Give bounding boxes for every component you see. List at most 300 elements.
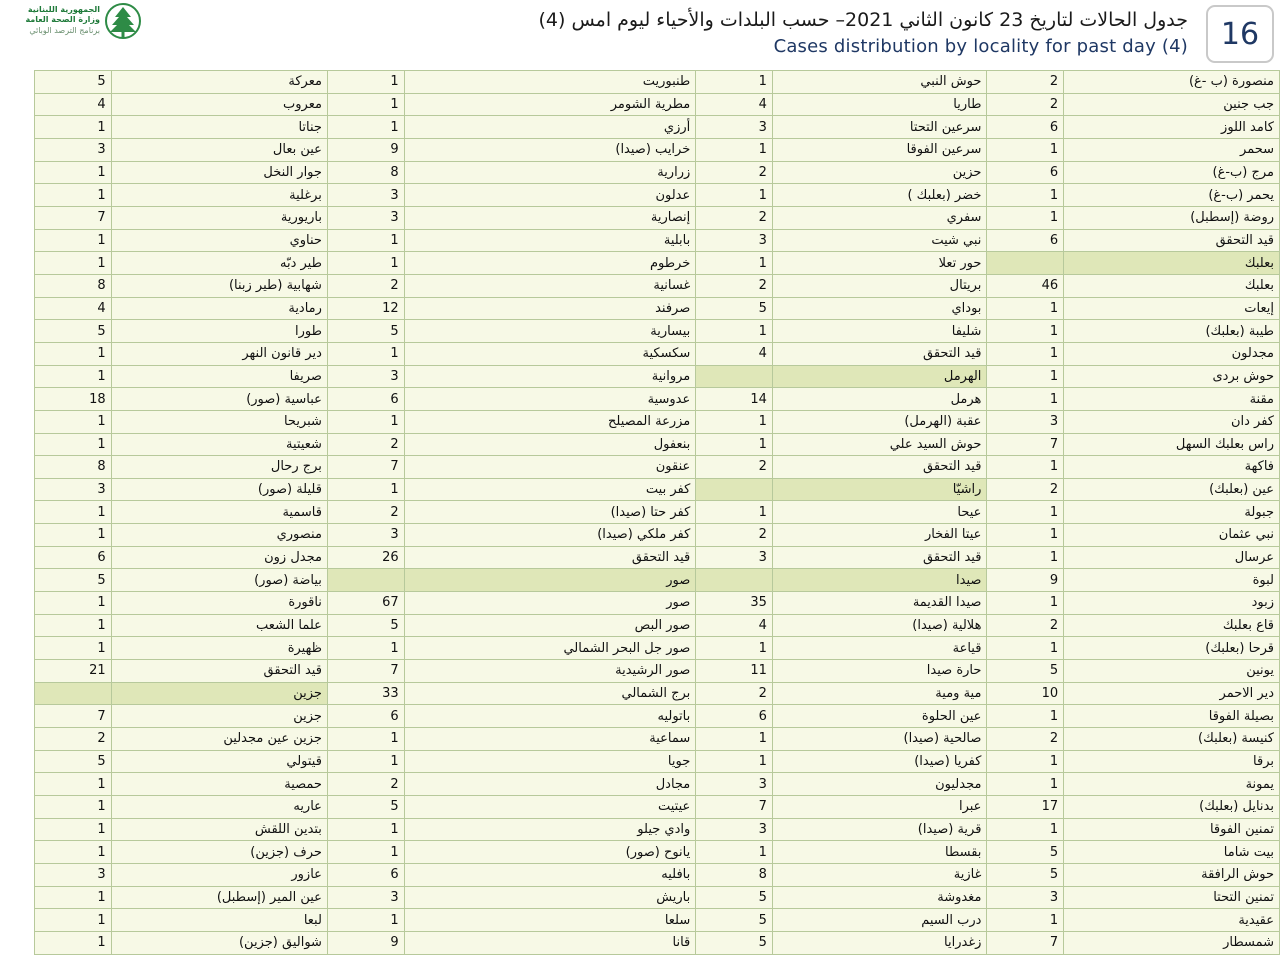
locality-name-cell: يانوح (صور)	[404, 841, 696, 864]
case-count-cell: 2	[987, 728, 1064, 751]
locality-name-cell: باريورية	[111, 206, 327, 229]
case-count-cell: 1	[987, 501, 1064, 524]
table-row	[35, 818, 1280, 841]
locality-name-cell: طير دبّه	[111, 252, 327, 275]
locality-name-cell: قياعة	[772, 637, 986, 660]
locality-name-cell: مقنة	[1064, 388, 1280, 411]
locality-name-cell: زرارية	[404, 161, 696, 184]
case-count-cell: 5	[35, 320, 112, 343]
locality-name-cell: يحمر (ب-غ)	[1064, 184, 1280, 207]
table-row	[35, 886, 1280, 909]
case-count-cell: 2	[327, 274, 404, 297]
locality-name-cell: مجدليون	[772, 773, 986, 796]
case-count-cell: 2	[327, 433, 404, 456]
table-row	[35, 637, 1280, 660]
case-count-cell: 3	[696, 818, 773, 841]
locality-name-cell: زغدرايا	[772, 931, 986, 954]
locality-name-cell: صور الرشيدية	[404, 660, 696, 683]
table-row	[35, 433, 1280, 456]
case-count-cell: 3	[35, 478, 112, 501]
title-english: Cases distribution by locality for past day (4)	[773, 36, 1188, 57]
case-count-cell: 1	[327, 93, 404, 116]
case-count-cell: 2	[696, 274, 773, 297]
case-count-cell: 5	[327, 320, 404, 343]
case-count-cell: 1	[35, 592, 112, 615]
case-count-cell: 14	[696, 388, 773, 411]
case-count-cell: 2	[987, 614, 1064, 637]
locality-name-cell: عنقون	[404, 456, 696, 479]
case-count-cell: 1	[696, 320, 773, 343]
case-count-cell: 3	[696, 546, 773, 569]
case-count-cell: 1	[327, 728, 404, 751]
case-count-cell: 1	[35, 841, 112, 864]
case-count-cell: 3	[327, 184, 404, 207]
case-count-cell: 1	[327, 909, 404, 932]
locality-name-cell: منصوري	[111, 524, 327, 547]
locality-name-cell: كفر دان	[1064, 410, 1280, 433]
locality-name-cell: غسانية	[404, 274, 696, 297]
locality-name-cell: قيد التحقق	[1064, 229, 1280, 252]
case-count-cell: 18	[35, 388, 112, 411]
table-row	[35, 931, 1280, 954]
case-count-cell: 1	[987, 297, 1064, 320]
case-count-cell: 1	[696, 252, 773, 275]
case-count-cell: 1	[987, 637, 1064, 660]
locality-name-cell: طنبوريت	[404, 71, 696, 94]
case-count-cell: 1	[35, 614, 112, 637]
table-row	[35, 841, 1280, 864]
cedar-icon	[103, 2, 143, 40]
case-count-cell: 6	[35, 546, 112, 569]
locality-name-cell: قيد التحقق	[404, 546, 696, 569]
locality-name-cell: دير الاحمر	[1064, 682, 1280, 705]
locality-name-cell: سرعين التحتا	[772, 116, 986, 139]
case-count-cell: 1	[327, 410, 404, 433]
case-count-cell	[35, 682, 112, 705]
locality-name-cell: بياضة (صور)	[111, 569, 327, 592]
locality-name-cell: حوش السيد علي	[772, 433, 986, 456]
locality-name-cell: عاريه	[111, 796, 327, 819]
locality-name-cell: جويا	[404, 750, 696, 773]
case-count-cell: 5	[327, 614, 404, 637]
locality-name-cell: صور	[404, 592, 696, 615]
case-count-cell: 6	[987, 161, 1064, 184]
locality-name-cell: طاريا	[772, 93, 986, 116]
locality-name-cell: قيد التحقق	[772, 546, 986, 569]
locality-name-cell: بوداي	[772, 297, 986, 320]
locality-name-cell: قيد التحقق	[772, 456, 986, 479]
case-count-cell: 5	[696, 297, 773, 320]
locality-name-cell: قرحا (بعلبك)	[1064, 637, 1280, 660]
case-count-cell: 21	[35, 660, 112, 683]
logo-line-3: برنامج الترصد الوبائي	[29, 26, 100, 35]
case-count-cell: 6	[987, 229, 1064, 252]
locality-name-cell: مغدوشة	[772, 886, 986, 909]
case-count-cell: 2	[987, 93, 1064, 116]
case-count-cell: 5	[987, 660, 1064, 683]
case-count-cell: 1	[987, 184, 1064, 207]
case-count-cell: 5	[987, 841, 1064, 864]
logo-line-2: وزارة الصحة العامة	[25, 15, 100, 24]
cases-table-body	[35, 71, 1280, 955]
locality-name-cell: حزين	[772, 161, 986, 184]
case-count-cell: 1	[987, 546, 1064, 569]
table-row	[35, 456, 1280, 479]
case-count-cell: 1	[696, 71, 773, 94]
locality-name-cell: جب جنين	[1064, 93, 1280, 116]
locality-name-cell: روضة (إسطبل)	[1064, 206, 1280, 229]
locality-name-cell: قرية (صيدا)	[772, 818, 986, 841]
locality-name-cell: إنصارية	[404, 206, 696, 229]
case-count-cell: 4	[35, 93, 112, 116]
case-count-cell: 2	[327, 773, 404, 796]
case-count-cell: 3	[987, 410, 1064, 433]
locality-name-cell: صرفند	[404, 297, 696, 320]
locality-name-cell: عين الحلوة	[772, 705, 986, 728]
case-count-cell: 1	[327, 750, 404, 773]
case-count-cell: 4	[35, 297, 112, 320]
locality-name-cell: عقيدية	[1064, 909, 1280, 932]
case-count-cell: 1	[987, 592, 1064, 615]
case-count-cell: 3	[327, 206, 404, 229]
locality-name-cell: يمونة	[1064, 773, 1280, 796]
case-count-cell: 3	[327, 886, 404, 909]
locality-name-cell: جناتا	[111, 116, 327, 139]
locality-name-cell: حرف (جزين)	[111, 841, 327, 864]
locality-name-cell: غازية	[772, 863, 986, 886]
case-count-cell: 2	[696, 206, 773, 229]
table-row	[35, 773, 1280, 796]
case-count-cell: 3	[35, 863, 112, 886]
locality-name-cell: باريش	[404, 886, 696, 909]
table-row	[35, 365, 1280, 388]
locality-name-cell: الهرمل	[772, 365, 986, 388]
case-count-cell: 1	[987, 365, 1064, 388]
case-count-cell: 6	[696, 705, 773, 728]
locality-name-cell: صيدا	[772, 569, 986, 592]
case-count-cell: 1	[327, 71, 404, 94]
case-count-cell: 17	[987, 796, 1064, 819]
locality-name-cell: عقبة (الهرمل)	[772, 410, 986, 433]
locality-name-cell: بتدين اللقش	[111, 818, 327, 841]
case-count-cell: 3	[327, 365, 404, 388]
locality-name-cell: صريفا	[111, 365, 327, 388]
table-row	[35, 909, 1280, 932]
case-count-cell: 9	[987, 569, 1064, 592]
case-count-cell: 1	[987, 909, 1064, 932]
locality-name-cell: بدنايل (بعلبك)	[1064, 796, 1280, 819]
locality-name-cell: تمنين التحتا	[1064, 886, 1280, 909]
case-count-cell: 4	[696, 93, 773, 116]
locality-name-cell: نبي شيت	[772, 229, 986, 252]
table-row	[35, 116, 1280, 139]
table-row	[35, 614, 1280, 637]
locality-name-cell: درب السيم	[772, 909, 986, 932]
locality-name-cell: لبوة	[1064, 569, 1280, 592]
case-count-cell: 11	[696, 660, 773, 683]
case-count-cell: 7	[327, 456, 404, 479]
case-count-cell: 67	[327, 592, 404, 615]
locality-name-cell: مجدلون	[1064, 342, 1280, 365]
locality-name-cell: لبعا	[111, 909, 327, 932]
table-row	[35, 274, 1280, 297]
case-count-cell: 3	[327, 524, 404, 547]
locality-name-cell: منصورة (ب -غ)	[1064, 71, 1280, 94]
case-count-cell: 7	[987, 931, 1064, 954]
case-count-cell: 46	[987, 274, 1064, 297]
locality-name-cell: بابلية	[404, 229, 696, 252]
case-count-cell: 7	[696, 796, 773, 819]
locality-name-cell: هلالية (صيدا)	[772, 614, 986, 637]
locality-name-cell: حوش بردى	[1064, 365, 1280, 388]
case-count-cell: 2	[35, 728, 112, 751]
title-arabic: جدول الحالات لتاريخ 23 كانون الثاني 2021– حسب البلدات والأحياء ليوم امس (4)	[538, 9, 1188, 31]
case-count-cell: 1	[35, 433, 112, 456]
locality-name-cell: سرعين الفوقا	[772, 138, 986, 161]
locality-name-cell: شبريحا	[111, 410, 327, 433]
case-count-cell: 2	[696, 456, 773, 479]
case-count-cell: 1	[987, 705, 1064, 728]
case-count-cell: 6	[327, 705, 404, 728]
locality-name-cell: خرطوم	[404, 252, 696, 275]
table-row	[35, 297, 1280, 320]
case-count-cell: 3	[696, 773, 773, 796]
case-count-cell: 1	[696, 138, 773, 161]
locality-name-cell: سكسكية	[404, 342, 696, 365]
locality-name-cell: صالحية (صيدا)	[772, 728, 986, 751]
locality-name-cell: ناقورة	[111, 592, 327, 615]
locality-name-cell: سحمر	[1064, 138, 1280, 161]
locality-name-cell: مروانية	[404, 365, 696, 388]
case-count-cell: 1	[696, 433, 773, 456]
locality-name-cell: حوش الرافقة	[1064, 863, 1280, 886]
locality-name-cell: قاسمية	[111, 501, 327, 524]
case-count-cell: 1	[987, 524, 1064, 547]
locality-name-cell: دير قانون النهر	[111, 342, 327, 365]
case-count-cell: 7	[35, 705, 112, 728]
logo-line-1: الجمهورية اللبنانية	[27, 5, 100, 14]
case-count-cell: 1	[35, 410, 112, 433]
table-row	[35, 524, 1280, 547]
case-count-cell: 1	[987, 206, 1064, 229]
case-count-cell: 1	[987, 342, 1064, 365]
locality-name-cell: صور	[404, 569, 696, 592]
cases-table	[34, 70, 1280, 955]
case-count-cell: 3	[696, 229, 773, 252]
locality-name-cell: راشيّا	[772, 478, 986, 501]
locality-name-cell: عيتا الفخار	[772, 524, 986, 547]
case-count-cell: 6	[327, 388, 404, 411]
locality-name-cell: سماعية	[404, 728, 696, 751]
case-count-cell: 1	[35, 773, 112, 796]
case-count-cell: 1	[35, 184, 112, 207]
locality-name-cell: صور البص	[404, 614, 696, 637]
case-count-cell: 1	[35, 818, 112, 841]
locality-name-cell: كفر بيت	[404, 478, 696, 501]
locality-name-cell: عين (بعلبك)	[1064, 478, 1280, 501]
locality-name-cell: مية ومية	[772, 682, 986, 705]
locality-name-cell: مزرعة المصيلح	[404, 410, 696, 433]
table-row	[35, 320, 1280, 343]
locality-name-cell: مجدل زون	[111, 546, 327, 569]
locality-name-cell: عين المير (إسطبل)	[111, 886, 327, 909]
page-number-badge	[1206, 5, 1274, 63]
locality-name-cell: جوار النخل	[111, 161, 327, 184]
locality-name-cell: رمادية	[111, 297, 327, 320]
locality-name-cell: برغلية	[111, 184, 327, 207]
locality-name-cell: حمصية	[111, 773, 327, 796]
case-count-cell: 1	[35, 365, 112, 388]
locality-name-cell: نبي عثمان	[1064, 524, 1280, 547]
locality-name-cell: بعلبك	[1064, 252, 1280, 275]
case-count-cell: 6	[327, 863, 404, 886]
table-row	[35, 388, 1280, 411]
locality-name-cell: برج رحال	[111, 456, 327, 479]
case-count-cell: 1	[35, 886, 112, 909]
locality-name-cell: قاع بعلبك	[1064, 614, 1280, 637]
table-row	[35, 796, 1280, 819]
case-count-cell	[987, 252, 1064, 275]
locality-name-cell: مطرية الشومر	[404, 93, 696, 116]
locality-name-cell: معروب	[111, 93, 327, 116]
case-count-cell: 1	[987, 773, 1064, 796]
locality-name-cell: ظهيرة	[111, 637, 327, 660]
case-count-cell: 1	[987, 320, 1064, 343]
case-count-cell: 8	[696, 863, 773, 886]
case-count-cell: 1	[696, 841, 773, 864]
locality-name-cell: شعيتية	[111, 433, 327, 456]
case-count-cell: 1	[327, 841, 404, 864]
case-count-cell: 1	[35, 524, 112, 547]
case-count-cell: 1	[987, 388, 1064, 411]
case-count-cell: 26	[327, 546, 404, 569]
case-count-cell: 1	[696, 501, 773, 524]
case-count-cell: 1	[35, 796, 112, 819]
locality-name-cell: بعلبك	[1064, 274, 1280, 297]
locality-name-cell: شليفا	[772, 320, 986, 343]
case-count-cell: 1	[696, 410, 773, 433]
locality-name-cell: كامد اللوز	[1064, 116, 1280, 139]
locality-name-cell: كفر حتا (صيدا)	[404, 501, 696, 524]
case-count-cell: 1	[35, 116, 112, 139]
case-count-cell: 1	[327, 818, 404, 841]
locality-name-cell: قيد التحقق	[111, 660, 327, 683]
locality-name-cell: بافليه	[404, 863, 696, 886]
locality-name-cell: صيدا القديمة	[772, 592, 986, 615]
case-count-cell: 1	[35, 342, 112, 365]
table-row	[35, 863, 1280, 886]
locality-name-cell: جزين	[111, 705, 327, 728]
case-count-cell: 1	[35, 229, 112, 252]
case-count-cell: 5	[696, 886, 773, 909]
case-count-cell: 2	[987, 71, 1064, 94]
case-count-cell: 7	[35, 206, 112, 229]
locality-name-cell: عين بعال	[111, 138, 327, 161]
table-row	[35, 71, 1280, 94]
locality-name-cell: صور جل البحر الشمالي	[404, 637, 696, 660]
locality-name-cell: كنيسة (بعلبك)	[1064, 728, 1280, 751]
locality-name-cell: وادي جيلو	[404, 818, 696, 841]
locality-name-cell: طورا	[111, 320, 327, 343]
case-count-cell: 1	[987, 138, 1064, 161]
case-count-cell: 5	[35, 569, 112, 592]
locality-name-cell: بريتال	[772, 274, 986, 297]
locality-name-cell: عيتيت	[404, 796, 696, 819]
table-row	[35, 342, 1280, 365]
case-count-cell: 1	[696, 750, 773, 773]
case-count-cell: 35	[696, 592, 773, 615]
locality-name-cell: قيتولي	[111, 750, 327, 773]
locality-name-cell: قانا	[404, 931, 696, 954]
case-count-cell: 5	[35, 71, 112, 94]
case-count-cell: 2	[696, 682, 773, 705]
locality-name-cell: راس بعلبك السهل	[1064, 433, 1280, 456]
case-count-cell: 5	[696, 909, 773, 932]
locality-name-cell: جبولة	[1064, 501, 1280, 524]
case-count-cell: 4	[696, 342, 773, 365]
header	[0, 0, 1280, 66]
case-count-cell: 3	[987, 886, 1064, 909]
locality-name-cell: حوش النبي	[772, 71, 986, 94]
case-count-cell	[696, 569, 773, 592]
case-count-cell	[327, 569, 404, 592]
case-count-cell: 1	[327, 478, 404, 501]
locality-name-cell: بيسارية	[404, 320, 696, 343]
locality-name-cell: أرزي	[404, 116, 696, 139]
case-count-cell: 1	[987, 818, 1064, 841]
locality-name-cell: مرج (ب-غ)	[1064, 161, 1280, 184]
table-row	[35, 682, 1280, 705]
table-row	[35, 138, 1280, 161]
table-row	[35, 93, 1280, 116]
case-count-cell: 1	[327, 229, 404, 252]
case-count-cell: 5	[696, 931, 773, 954]
locality-name-cell: عدلون	[404, 184, 696, 207]
table-row	[35, 252, 1280, 275]
locality-name-cell: طيبة (بعلبك)	[1064, 320, 1280, 343]
case-count-cell: 1	[35, 637, 112, 660]
case-count-cell	[696, 478, 773, 501]
case-count-cell	[696, 365, 773, 388]
table-row	[35, 660, 1280, 683]
locality-name-cell: عبرا	[772, 796, 986, 819]
locality-name-cell: قيد التحقق	[772, 342, 986, 365]
case-count-cell: 2	[696, 524, 773, 547]
locality-name-cell: شمسطار	[1064, 931, 1280, 954]
locality-name-cell: برج الشمالي	[404, 682, 696, 705]
case-count-cell: 1	[987, 750, 1064, 773]
case-count-cell: 9	[327, 931, 404, 954]
locality-name-cell: بنعفول	[404, 433, 696, 456]
table-row	[35, 705, 1280, 728]
locality-name-cell: هرمل	[772, 388, 986, 411]
locality-name-cell: شهابية (طير زبنا)	[111, 274, 327, 297]
locality-name-cell: إيعات	[1064, 297, 1280, 320]
locality-name-cell: مجادل	[404, 773, 696, 796]
locality-name-cell: عازور	[111, 863, 327, 886]
case-count-cell: 10	[987, 682, 1064, 705]
case-count-cell: 2	[327, 501, 404, 524]
table-row	[35, 161, 1280, 184]
locality-name-cell: بقسطا	[772, 841, 986, 864]
case-count-cell: 1	[696, 184, 773, 207]
locality-name-cell: باتوليه	[404, 705, 696, 728]
locality-name-cell: سلعا	[404, 909, 696, 932]
case-count-cell: 5	[987, 863, 1064, 886]
locality-name-cell: شواليق (جزين)	[111, 931, 327, 954]
case-count-cell: 1	[35, 252, 112, 275]
case-count-cell: 8	[35, 274, 112, 297]
